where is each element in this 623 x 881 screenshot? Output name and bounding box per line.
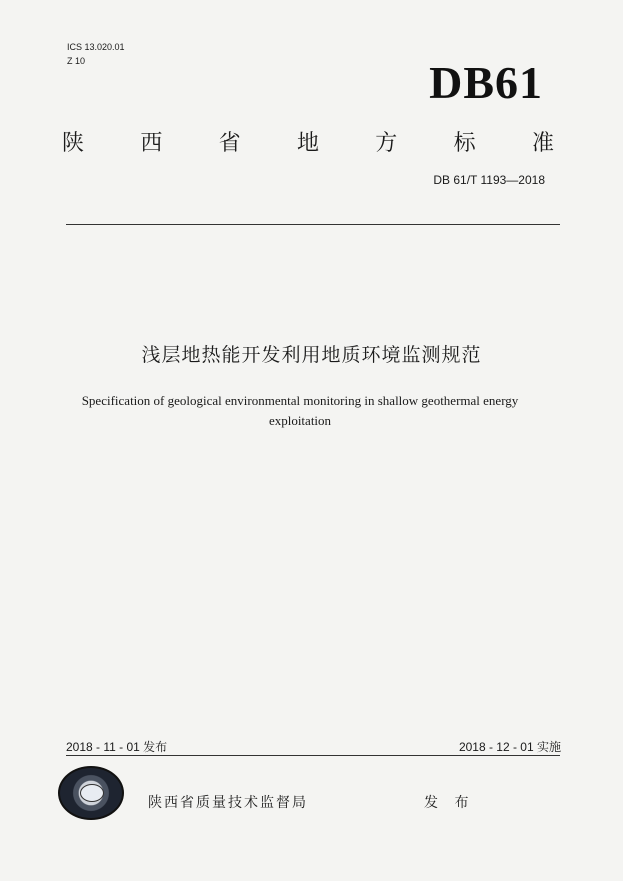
standard-type-char: 准 (531, 131, 554, 156)
standard-type-char: 陕 (61, 131, 84, 156)
release-date: 2018 - 11 - 01 发布 (66, 740, 168, 754)
standard-type-char: 地 (296, 131, 319, 156)
standard-type-char: 方 (375, 131, 398, 156)
db-logo: DB61 (429, 57, 543, 108)
classification-code: Z 10 (67, 56, 86, 66)
standard-type-char: 西 (140, 131, 163, 156)
seal-center (80, 784, 104, 802)
english-title (40, 391, 560, 431)
implementation-date: 2018 - 12 - 01 实施 (458, 740, 561, 754)
standard-type-char: 省 (218, 131, 241, 156)
standard-type-title (58, 126, 558, 157)
footer-divider (66, 755, 560, 756)
ics-code: ICS 13.020.01 (67, 42, 125, 52)
issue-word: 发 布 (424, 795, 475, 811)
issuer-name: 陕西省质量技术监督局 (148, 795, 308, 811)
issuer-seal-icon (58, 766, 124, 820)
english-title-line: exploitation (268, 413, 332, 428)
classification-block (67, 40, 125, 68)
header-divider (66, 224, 560, 225)
chinese-title: 浅层地热能开发利用地质环境监测规范 (141, 344, 482, 366)
standard-number: DB 61/T 1193—2018 (433, 173, 545, 187)
standard-type-char: 标 (453, 131, 476, 156)
english-title-line: Specification of geological environmental monitoring in shallow geothermal energy (81, 393, 519, 408)
